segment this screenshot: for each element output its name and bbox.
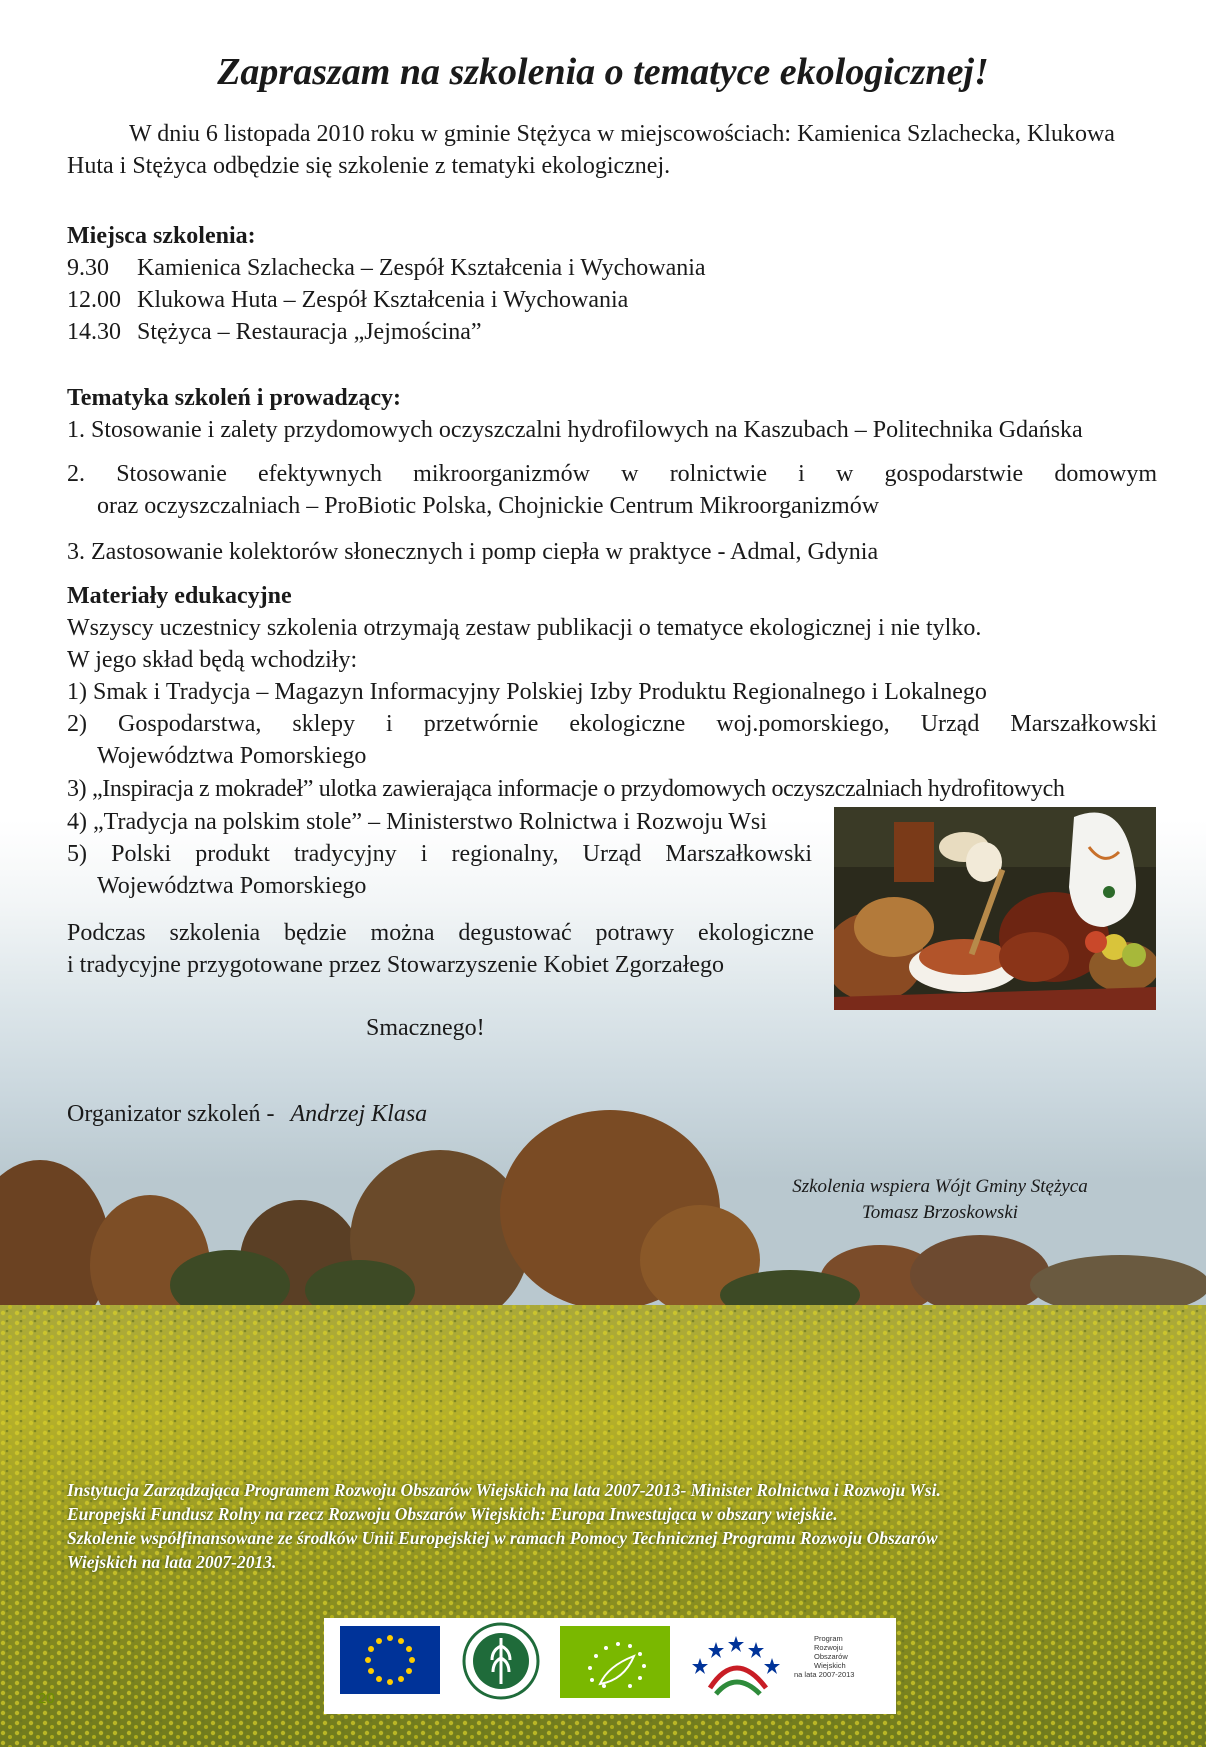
prow-text-line: Program bbox=[814, 1634, 843, 1643]
place-time: 14.30 bbox=[67, 319, 121, 345]
material-number: 4) bbox=[67, 809, 87, 835]
organizer-name: Andrzej Klasa bbox=[290, 1101, 428, 1127]
materials-intro: Wszyscy uczestnicy szkolenia otrzymają zestaw publikacji o tematyce ekologicznej i nie tylko. bbox=[67, 615, 982, 641]
prow-logo-icon bbox=[690, 1628, 786, 1705]
organizer bbox=[67, 1101, 427, 1128]
funding-notice bbox=[67, 1478, 1157, 1574]
organizer-label: Organizator szkoleń - bbox=[67, 1101, 275, 1127]
eu-flag-icon bbox=[340, 1626, 440, 1699]
place-name: Klukowa Huta – Zespół Kształcenia i Wychowania bbox=[137, 287, 629, 313]
material-number: 1) bbox=[67, 679, 87, 705]
prow-text-line: Wiejskich bbox=[814, 1661, 846, 1670]
material-item bbox=[67, 676, 987, 708]
eu-organic-leaf-icon bbox=[560, 1626, 670, 1703]
topic-number: 3. bbox=[67, 539, 85, 565]
place-name: Stężyca – Restauracja „Jejmościna” bbox=[137, 319, 482, 345]
place-item bbox=[67, 252, 706, 284]
topic-text: Stosowanie i zalety przydomowych oczyszczalni hydrofilowych na Kaszubach – Politechnika Gdańska bbox=[91, 417, 1083, 443]
funding-line: Wiejskich na lata 2007-2013. bbox=[67, 1552, 277, 1572]
funding-line: Europejski Fundusz Rolny na rzecz Rozwoju Obszarów Wiejskich: Europa Inwestująca w obszary wiejskie. bbox=[67, 1504, 838, 1524]
topic-number: 2. bbox=[67, 461, 85, 487]
support-note bbox=[740, 1174, 1140, 1226]
support-line: Tomasz Brzoskowski bbox=[861, 1202, 1019, 1223]
material-text: Gospodarstwa, sklepy i przetwórnie ekologiczne woj.pomorskiego, Urząd Marszałkowski bbox=[118, 711, 1157, 737]
materials-intro: W jego skład będą wchodziły: bbox=[67, 647, 358, 673]
intro-paragraph: W dniu 6 listopada 2010 roku w gminie Stężyca w miejscowościach: Kamienica Szlachecka, Klukowa Huta i Stężyca odbędzie się szkolenie z tematyki ekologicznej. bbox=[67, 121, 1115, 179]
material-text: Polski produkt tradycyjny i regionalny, Urząd Marszałkowski bbox=[111, 841, 813, 867]
topic-item bbox=[67, 536, 878, 568]
ministry-seal-icon bbox=[462, 1622, 540, 1705]
places-heading: Miejsca szkolenia: bbox=[67, 223, 256, 249]
place-time: 12.00 bbox=[67, 287, 121, 313]
prow-text-line: na lata 2007-2013 bbox=[794, 1670, 855, 1679]
funding-line: Instytucja Zarządzająca Programem Rozwoju Obszarów Wiejskich na lata 2007-2013- Minister Rolnictwa i Rozwoju Wsi. bbox=[67, 1480, 941, 1500]
material-text: „Tradycja na polskim stole” – Ministerstwo Rolnictwa i Rozwoju Wsi bbox=[93, 809, 767, 835]
materials-heading: Materiały edukacyjne bbox=[67, 583, 292, 609]
support-line: Szkolenia wspiera Wójt Gminy Stężyca bbox=[792, 1176, 1088, 1197]
tasting-line: Podczas szkolenia będzie można degustować potrawy ekologiczne bbox=[67, 920, 814, 946]
material-text: „Inspiracja z mokradeł” ulotka zawierająca informacje o przydomowych oczyszczalniach hydrofitowych bbox=[91, 776, 1065, 802]
prow-text-line: Obszarów bbox=[814, 1652, 848, 1661]
material-item bbox=[67, 708, 1157, 740]
material-item bbox=[67, 838, 812, 870]
material-text: Smak i Tradycja – Magazyn Informacyjny Polskiej Izby Produktu Regionalnego i Lokalnego bbox=[93, 679, 987, 705]
page-number: 20 bbox=[38, 1690, 55, 1707]
topic-number: 1. bbox=[67, 417, 85, 443]
closing-greeting: Smacznego! bbox=[366, 1015, 485, 1041]
prow-logo-text bbox=[794, 1634, 854, 1679]
topics-heading: Tematyka szkoleń i prowadzący: bbox=[67, 385, 402, 411]
topic-item bbox=[67, 458, 1157, 490]
topic-text: Zastosowanie kolektorów słonecznych i pomp ciepła w praktyce - Admal, Gdynia bbox=[91, 539, 879, 565]
place-time: 9.30 bbox=[67, 255, 109, 281]
place-item bbox=[67, 316, 482, 348]
topic-text: Stosowanie efektywnych mikroorganizmów w rolnictwie i w gospodarstwie domowym bbox=[116, 461, 1158, 487]
sponsor-logos bbox=[324, 1618, 896, 1714]
topic-item bbox=[67, 414, 1083, 446]
material-item bbox=[67, 773, 1065, 805]
tasting-line: i tradycyjne przygotowane przez Stowarzyszenie Kobiet Zgorzałego bbox=[67, 952, 725, 978]
page-title: Zapraszam na szkolenia o tematyce ekologicznej! bbox=[217, 51, 989, 93]
traditional-food-photo bbox=[834, 807, 1156, 1010]
material-number: 5) bbox=[67, 841, 87, 867]
prow-text-line: Rozwoju bbox=[814, 1643, 843, 1652]
material-text-continued: Województwa Pomorskiego bbox=[97, 873, 367, 899]
topic-text-continued: oraz oczyszczalniach – ProBiotic Polska, Chojnickie Centrum Mikroorganizmów bbox=[97, 493, 880, 519]
material-text-continued: Województwa Pomorskiego bbox=[97, 743, 367, 769]
material-item bbox=[67, 806, 767, 838]
place-item bbox=[67, 284, 628, 316]
funding-line: Szkolenie współfinansowane ze środków Unii Europejskiej w ramach Pomocy Technicznej Programu Rozwoju Obszarów bbox=[67, 1528, 938, 1548]
material-number: 2) bbox=[67, 711, 87, 737]
place-name: Kamienica Szlachecka – Zespół Kształcenia i Wychowania bbox=[137, 255, 706, 281]
material-number: 3) bbox=[67, 776, 87, 802]
